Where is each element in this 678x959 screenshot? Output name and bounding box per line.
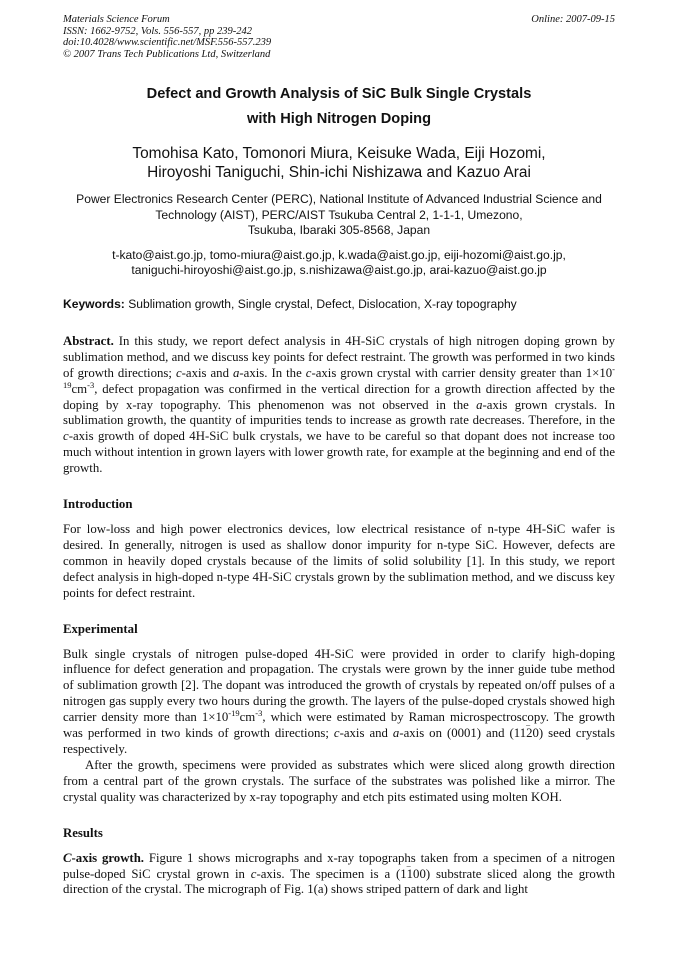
affiliation (63, 192, 615, 239)
overbar-index: – 2 (526, 726, 532, 740)
experimental-text: -axis on (0001) and (11 (399, 726, 527, 741)
results-heading: Results (63, 825, 103, 840)
experimental-heading: Experimental (63, 621, 138, 636)
copyright-line: © 2007 Trans Tech Publications Ltd, Switzerland (63, 48, 271, 60)
keywords (63, 297, 615, 312)
abstract-text: -axis grown crystal with carrier density greater than 1×10 (311, 365, 613, 380)
superscript: -3 (255, 708, 263, 719)
email-list (63, 248, 615, 279)
authors-line-2: Hiroyoshi Taniguchi, Shin-ichi Nishizawa and Kazuo Arai (147, 164, 531, 182)
introduction-heading: Introduction (63, 497, 133, 512)
results-subheading: -axis growth. (71, 850, 145, 865)
emails-line-2: taniguchi-hiroyoshi@aist.go.jp, s.nishizawa@aist.go.jp, arai-kazuo@aist.go.jp (131, 263, 547, 278)
experimental-text: -axis and (339, 726, 393, 741)
title-line-2: with High Nitrogen Doping (246, 111, 431, 128)
abstract-text: -axis. In the (239, 365, 306, 380)
journal-name: Materials Science Forum (63, 14, 170, 25)
results-text: Figure 1 shows micrographs and x-ray topographs taken from a specimen of a nitrogen pulse-doped SiC crystal grown in (63, 850, 615, 881)
abstract-text: -axis growth of doped 4H-SiC bulk crystals, we have to be careful so that dopant does not increase too much without intention in grown layers with lower growth rate, for example at the beginning and end of the growth. (63, 429, 615, 476)
author-list (63, 144, 615, 182)
emails-line-1: t-kato@aist.go.jp, tomo-miura@aist.go.jp, k.wada@aist.go.jp, eiji-hozomi@aist.go.jp, (112, 247, 566, 262)
abstract (63, 334, 615, 477)
keywords-text: Sublimation growth, Single crystal, Defect, Dislocation, X-ray topography (124, 296, 517, 311)
abstract-text: -axis grown crystals. In sublimation growth, the quantity of impurities tends to increase as growth rate decreases. Therefore, in the (63, 397, 615, 428)
italic-c: c (305, 365, 312, 380)
abstract-text: , defect propagation was confirmed in the vertical direction for a growth direction affected by the doping by x-ray topography. This phenomenon was not observed in the (63, 381, 615, 412)
results-text: 00) substrate sliced along the growth direction of the crystal. The micrograph of Fig. 1(a) shows striped pattern of dark and light (63, 866, 616, 897)
superscript: -19 (63, 363, 615, 390)
abstract-text: In this study, we report defect analysis in 4H-SiC crystals of high nitrogen doping grown by sublimation method, and we discuss key points for defect restraint. The growth was performed in two kinds of growth directions; (63, 333, 615, 380)
abstract-text: cm (71, 381, 88, 396)
keywords-label: Keywords: (63, 296, 125, 311)
superscript: -3 (87, 379, 95, 390)
online-date: Online: 2007-09-15 (531, 14, 615, 25)
affiliation-line-1: Power Electronics Research Center (PERC), National Institute of Advanced Industrial Science and (76, 192, 602, 207)
experimental-text: , which were estimated by Raman microspectroscopy. The growth was performed in two kinds of growth directions; (63, 710, 615, 741)
italic-a: a (232, 365, 240, 380)
italic-a: a (392, 726, 400, 741)
paper-title (63, 82, 615, 132)
abstract-text: -axis and (181, 365, 233, 380)
overbar-index: – 1 (407, 867, 413, 881)
italic-a: a (476, 397, 483, 412)
issn-line: ISSN: 1662-9752, Vols. 556-557, pp 239-242 (63, 25, 252, 37)
italic-c: c (63, 429, 69, 444)
experimental-paragraph-2: After the growth, specimens were provided as substrates which were sliced along growth direction from a central part of the grown crystals. The surface of the substrates was polished like a mirror. The crystal quality was characterized by x-ray topography and etch pits estimated using molten KOH. (63, 757, 615, 804)
results-subheading-c: C (63, 850, 72, 865)
authors-line-1: Tomohisa Kato, Tomonori Miura, Keisuke Wada, Eiji Hozomi, (132, 145, 546, 163)
superscript: -19 (228, 708, 240, 719)
affiliation-line-2: Technology (AIST), PERC/AIST Tsukuba Central 2, 1-1-1, Umezono, (155, 207, 523, 222)
experimental-paragraph-1 (63, 647, 615, 758)
italic-c: c (333, 726, 340, 741)
experimental-text: Bulk single crystals of nitrogen pulse-doped 4H-SiC were provided in order to clarify high-doping influence for defect generation and propagation. The crystals were grown by the inner guide tube method of sublimation growth [2]. The dopant was introduced the growth of crystals by repeated on/off pulses of a nitrogen gas supply every two hours during the growth. The layers of the pulse-doped crystals showed high carrier density more than 1×10 (63, 646, 615, 725)
introduction-paragraph: For low-loss and high power electronics devices, low electrical resistance of n-type 4H-SiC wafer is desired. In generally, nitrogen is used as shallow donor impurity for n-type SiC. However, defects are common in heavily doped crystals because of the limits of solid solubility [1]. In this study, we report defect analysis in high-doped n-type 4H-SiC crystals grown by the sublimation method, and we discuss key points for defect restraint. (63, 522, 615, 600)
affiliation-line-3: Tsukuba, Ibaraki 305-8568, Japan (247, 223, 431, 238)
italic-c: c (250, 866, 257, 881)
experimental-text: 0) seed crystals respectively. (63, 726, 615, 756)
journal-header (63, 14, 615, 60)
experimental-text: cm (239, 710, 256, 725)
italic-c: c (175, 365, 182, 380)
title-line-1: Defect and Growth Analysis of SiC Bulk Single Crystals (146, 86, 532, 103)
results-paragraph (63, 851, 615, 899)
abstract-label: Abstract. (63, 333, 114, 348)
results-text: -axis. The specimen is a (1 (256, 866, 407, 881)
doi-line: doi:10.4028/www.scientific.net/MSF.556-557.239 (63, 37, 272, 49)
